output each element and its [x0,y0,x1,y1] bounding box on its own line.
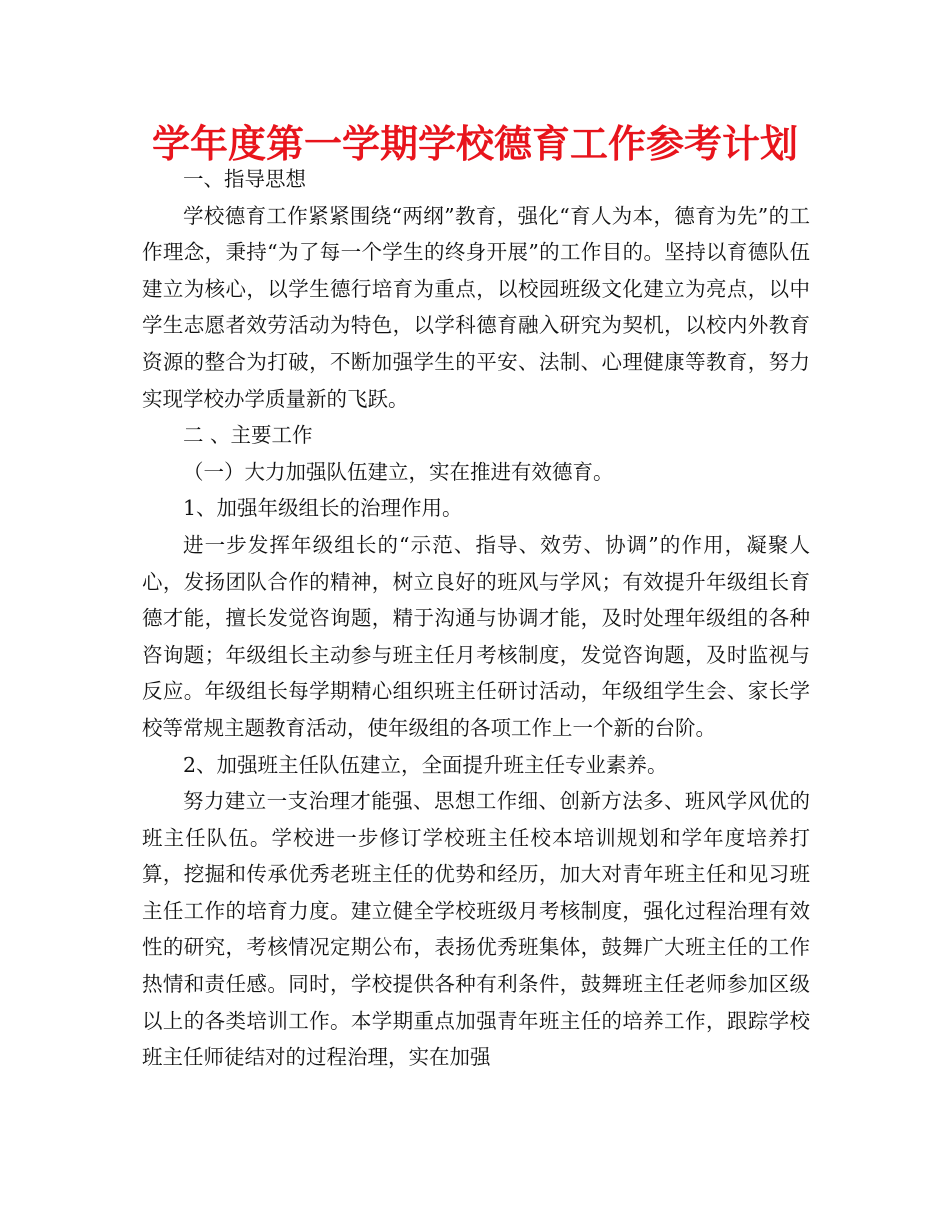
section-heading: 二 、主要工作 [183,423,313,448]
subsection-heading: （一）大力加强队伍建立，实在推进有效德育。 [183,459,614,484]
section-heading: 一、指导思想 [183,167,306,191]
paragraph: 努力建立一支治理才能强、思想工作细、创新方法多、班风学风优的班主任队伍。学校进一步修订学校班主任校本培训规划和学年度培养打算，挖掘和传承优秀老班主任的优势和经历，加大对青年班主任和见习班主任工作的培育力度。建立健全学校班级月考核制度，强化过程治理有效性的研究，考核情况定期公布，表扬优秀班集体，鼓舞广大班主任的工作热情和责任感。同时，学校提供各种有利条件，鼓舞班主任老师参加区级以上的各类培训工作。本学期重点加强青年班主任的培养工作，跟踪学校班主任师徒结对的过程治理，实在加强 [142,789,810,1070]
item-heading: 1、加强年级组长的治理作用。 [183,496,463,521]
document-body [142,161,810,1076]
paragraph: 进一步发挥年级组长的“示范、指导、效劳、协调”的作用，凝聚人心，发扬团队合作的精神，树立良好的班风与学风；有效提升年级组长育德才能，擅长发觉咨询题，精于沟通与协调才能，及时处理年级组的各种咨询题；年级组长主动参与班主任月考核制度，发觉咨询题，及时监视与反应。年级组长每学期精心组织班主任研讨活动，年级组学生会、家长学校等常规主题教育活动，使年级组的各项工作上一个新的台阶。 [142,532,810,740]
document-title: 学年度第一学期学校德育工作参考计划 [151,122,798,166]
paragraph: 学校德育工作紧紧围绕“两纲”教育，强化“育人为本，德育为先”的工作理念，秉持“为了每一个学生的终身开展”的工作目的。坚持以育德队伍建立为核心，以学生德行培育为重点，以校园班级文化建立为亮点，以中学生志愿者效劳活动为特色，以学科德育融入研究为契机，以校内外教育资源的整合为打破，不断加强学生的平安、法制、心理健康等教育，努力实现学校办学质量新的飞跃。 [142,203,810,411]
item-heading: 2、加强班主任队伍建立，全面提升班主任专业素养。 [183,752,668,777]
